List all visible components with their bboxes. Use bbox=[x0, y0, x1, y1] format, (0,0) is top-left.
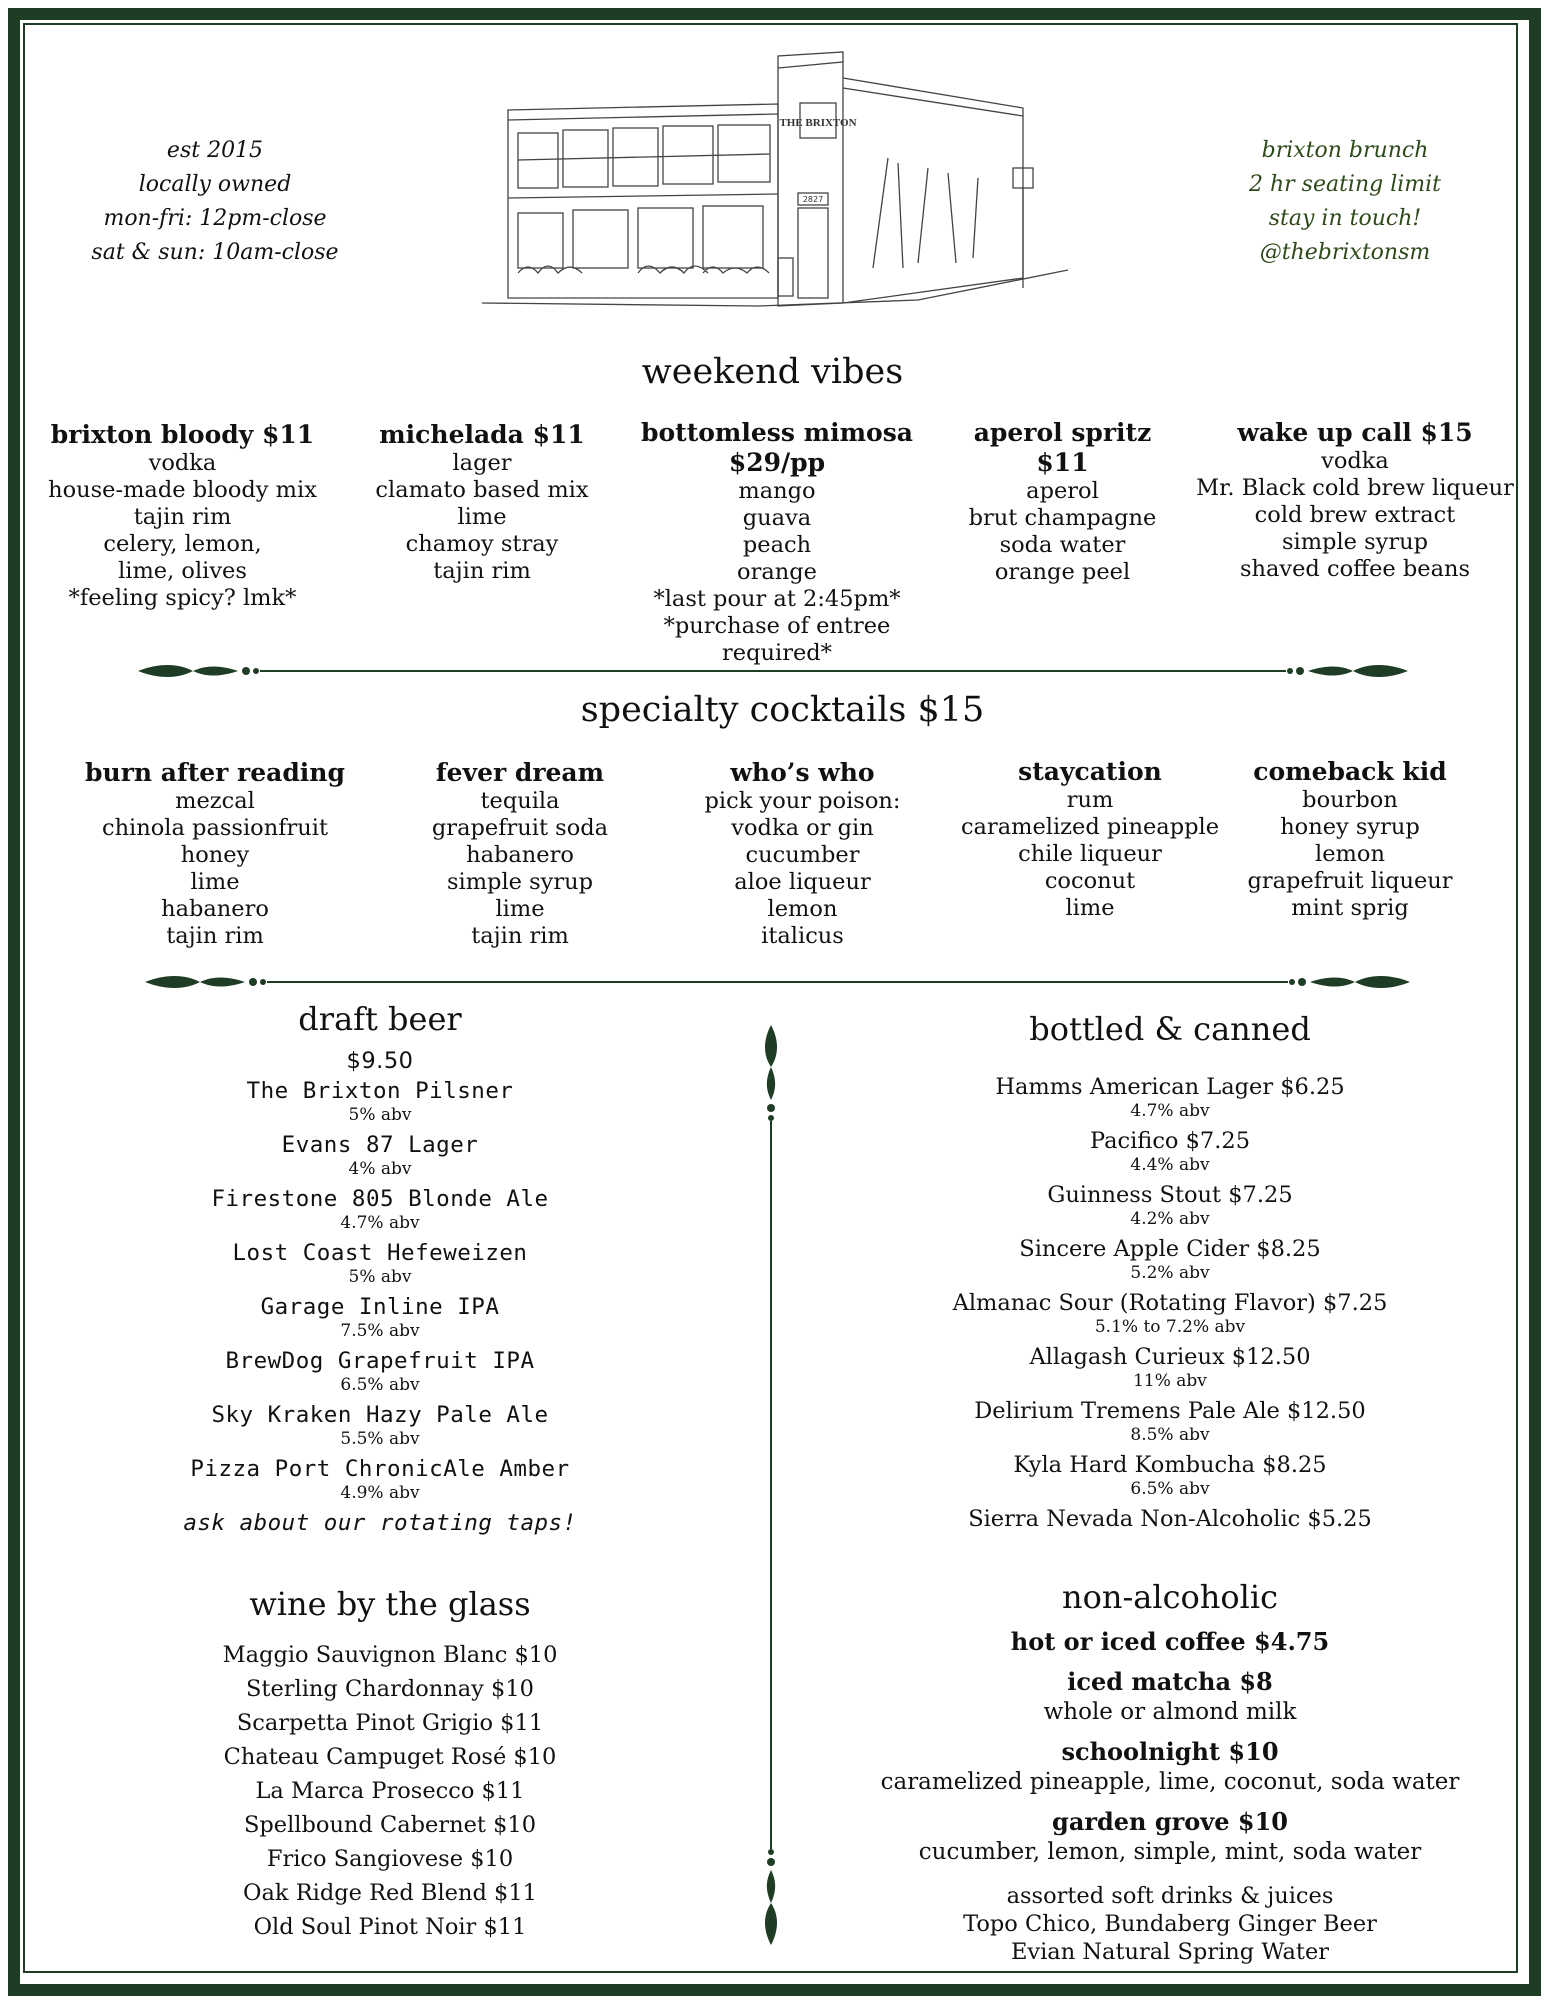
ingredient: mango bbox=[738, 478, 816, 504]
beer-name: Sky Kraken Hazy Pale Ale bbox=[211, 1402, 549, 1428]
bottle-abv: 5.1% to 7.2% abv bbox=[1094, 1317, 1246, 1337]
drink-aperol-spritz bbox=[945, 418, 1180, 586]
bottled-list bbox=[890, 1073, 1450, 1533]
bottle-name: Allagash Curieux $12.50 bbox=[1029, 1344, 1311, 1370]
beer-name: Pizza Port ChronicAle Amber bbox=[190, 1456, 570, 1482]
cocktail-burn-after-reading bbox=[70, 758, 360, 950]
ornament-divider bbox=[138, 660, 1408, 682]
drink-michelada bbox=[352, 420, 612, 585]
soft-drinks-line: Topo Chico, Bundaberg Ginger Beer bbox=[963, 1911, 1377, 1937]
ingredient: italicus bbox=[761, 923, 844, 949]
na-drink-desc: whole or almond milk bbox=[1043, 1699, 1297, 1725]
info-line: sat & sun: 10am-close bbox=[91, 240, 339, 265]
wine-item: Scarpetta Pinot Grigio $11 bbox=[236, 1710, 544, 1736]
drink-name: bottomless mimosa bbox=[641, 418, 913, 447]
wine-list bbox=[170, 1638, 610, 1944]
nonalc-title: non-alcoholic bbox=[1061, 1578, 1279, 1616]
drink-price: $29/pp bbox=[728, 448, 826, 477]
beer-abv: 7.5% abv bbox=[340, 1321, 420, 1341]
bottle-abv: 4.2% abv bbox=[1130, 1209, 1210, 1229]
beer-name: The Brixton Pilsner bbox=[246, 1078, 514, 1104]
ingredient: shaved coffee beans bbox=[1239, 556, 1471, 582]
ingredient: mint sprig bbox=[1291, 895, 1409, 921]
bottle-name: Hamms American Lager $6.25 bbox=[995, 1074, 1345, 1100]
na-drink-desc: caramelized pineapple, lime, coconut, soda water bbox=[880, 1769, 1460, 1795]
ingredient: peach bbox=[742, 532, 812, 558]
wine-item: Oak Ridge Red Blend $11 bbox=[243, 1880, 537, 1906]
drink-name: who’s who bbox=[730, 758, 875, 787]
ingredient: vodka or gin bbox=[731, 815, 874, 841]
drink-name: staycation bbox=[1018, 757, 1162, 786]
bottle-abv: 4.4% abv bbox=[1130, 1155, 1210, 1175]
beer-abv: 6.5% abv bbox=[340, 1375, 420, 1395]
building-sign: THE BRIXTON bbox=[779, 117, 857, 129]
beer-name: Lost Coast Hefeweizen bbox=[232, 1240, 528, 1266]
ingredient: habanero bbox=[161, 896, 269, 922]
beer-name: Firestone 805 Blonde Ale bbox=[211, 1186, 549, 1212]
ingredient: soda water bbox=[999, 532, 1126, 558]
cocktail-staycation bbox=[955, 757, 1225, 922]
ingredient: vodka bbox=[148, 450, 217, 476]
ingredient: orange peel bbox=[994, 559, 1131, 585]
beer-abv: 5% abv bbox=[348, 1105, 412, 1125]
ingredient: coconut bbox=[1044, 868, 1136, 894]
ingredient: house-made bloody mix bbox=[48, 477, 317, 503]
draft-title: draft beer bbox=[298, 1000, 462, 1038]
ingredient: chamoy stray bbox=[405, 531, 559, 557]
wine-item: La Marca Prosecco $11 bbox=[255, 1778, 525, 1804]
info-line: 2 hr seating limit bbox=[1248, 172, 1442, 197]
cocktail-comeback-kid bbox=[1230, 757, 1470, 922]
info-left bbox=[70, 134, 360, 270]
drink-bottomless-mimosa bbox=[612, 418, 942, 667]
ingredient: lime bbox=[495, 896, 545, 922]
ingredient: Mr. Black cold brew liqueur bbox=[1196, 475, 1514, 501]
ingredient: orange bbox=[737, 559, 817, 585]
drink-name: brixton bloody $11 bbox=[50, 420, 315, 449]
info-line: mon-fri: 12pm-close bbox=[103, 206, 327, 231]
drink-name: michelada $11 bbox=[379, 420, 585, 449]
ingredient: lemon bbox=[1315, 841, 1385, 867]
ingredient: lager bbox=[452, 450, 512, 476]
wine-item: Chateau Campuget Rosé $10 bbox=[223, 1744, 557, 1770]
drink-name: fever dream bbox=[435, 758, 605, 787]
ingredient: grapefruit soda bbox=[431, 815, 609, 841]
ingredient: aperol bbox=[1026, 478, 1099, 504]
beer-name: Garage Inline IPA bbox=[260, 1294, 500, 1320]
ingredient: simple syrup bbox=[1281, 529, 1429, 555]
ingredient: lime bbox=[190, 869, 240, 895]
ingredient: tajin rim bbox=[433, 558, 531, 584]
weekend-title: weekend vibes bbox=[641, 352, 904, 392]
ingredient: tajin rim bbox=[166, 923, 264, 949]
na-drink-name: schoolnight $10 bbox=[1061, 1737, 1279, 1766]
cocktail-fever-dream bbox=[400, 758, 640, 950]
bottled-title: bottled & canned bbox=[1029, 1010, 1311, 1048]
bottle-abv: 5.2% abv bbox=[1130, 1263, 1210, 1283]
ingredient: lemon bbox=[767, 896, 838, 922]
nonalc-list bbox=[840, 1626, 1500, 1966]
note: *purchase of entree required* bbox=[663, 613, 891, 666]
soft-drinks-line: assorted soft drinks & juices bbox=[1006, 1883, 1334, 1909]
wine-item: Spellbound Cabernet $10 bbox=[243, 1812, 537, 1838]
ingredient: brut champagne bbox=[968, 505, 1157, 531]
instagram-handle[interactable]: @thebrixtonsm bbox=[1259, 240, 1431, 265]
specialty-title: specialty cocktails $15 bbox=[580, 690, 985, 730]
drink-brixton-bloody bbox=[40, 420, 325, 612]
bottle-abv: 6.5% abv bbox=[1130, 1479, 1210, 1499]
ingredient: lime bbox=[1065, 895, 1115, 921]
beer-name: BrewDog Grapefruit IPA bbox=[225, 1348, 535, 1374]
ingredient: mezcal bbox=[175, 788, 255, 814]
ingredient: honey bbox=[180, 842, 250, 868]
ingredient: grapefruit liqueur bbox=[1247, 868, 1453, 894]
draft-list bbox=[140, 1047, 620, 1537]
na-drink-name: garden grove $10 bbox=[1052, 1807, 1288, 1836]
info-right bbox=[1200, 134, 1490, 270]
vertical-ornament-divider bbox=[760, 1025, 782, 1945]
building-number: 2827 bbox=[802, 195, 824, 204]
ornament-divider bbox=[145, 971, 1410, 993]
draft-price: $9.50 bbox=[346, 1048, 414, 1074]
ingredient: bourbon bbox=[1302, 787, 1398, 813]
ingredient: chile liqueur bbox=[1018, 841, 1162, 867]
note: *last pour at 2:45pm* bbox=[653, 586, 901, 612]
drink-name: wake up call $15 bbox=[1237, 418, 1473, 447]
wine-title: wine by the glass bbox=[249, 1585, 531, 1623]
na-drink-name: iced matcha $8 bbox=[1067, 1667, 1273, 1696]
ingredient: cucumber bbox=[745, 842, 860, 868]
wine-item: Sterling Chardonnay $10 bbox=[246, 1676, 534, 1702]
beer-abv: 4.9% abv bbox=[340, 1483, 420, 1503]
ingredient: lime, olives bbox=[118, 558, 247, 584]
bottle-name: Guinness Stout $7.25 bbox=[1047, 1182, 1293, 1208]
na-drink-desc: cucumber, lemon, simple, mint, soda water bbox=[918, 1839, 1422, 1865]
ingredient: celery, lemon, bbox=[103, 531, 262, 557]
beer-abv: 4% abv bbox=[348, 1159, 412, 1179]
bottle-abv: 8.5% abv bbox=[1130, 1425, 1210, 1445]
drink-wake-up-call bbox=[1195, 418, 1515, 583]
drink-name: burn after reading bbox=[85, 758, 345, 787]
rotating-taps-note: ask about our rotating taps! bbox=[183, 1510, 577, 1536]
bottle-name: Almanac Sour (Rotating Flavor) $7.25 bbox=[952, 1290, 1388, 1316]
ingredient: habanero bbox=[466, 842, 574, 868]
ingredient: aloe liqueur bbox=[734, 869, 871, 895]
ingredient: rum bbox=[1066, 787, 1114, 813]
bottle-abv: 4.7% abv bbox=[1130, 1101, 1210, 1121]
beer-abv: 5% abv bbox=[348, 1267, 412, 1287]
bottle-name: Kyla Hard Kombucha $8.25 bbox=[1013, 1452, 1327, 1478]
ingredient: clamato based mix bbox=[375, 477, 589, 503]
info-line: brixton brunch bbox=[1261, 138, 1429, 163]
bottle-abv: 11% abv bbox=[1133, 1371, 1207, 1391]
na-drink-name: hot or iced coffee $4.75 bbox=[1010, 1627, 1330, 1656]
drink-name: aperol spritz $11 bbox=[973, 418, 1152, 477]
wine-item: Frico Sangiovese $10 bbox=[266, 1846, 514, 1872]
ingredient: honey syrup bbox=[1280, 814, 1420, 840]
ingredient: guava bbox=[742, 505, 812, 531]
ingredient: tequila bbox=[480, 788, 560, 814]
bottle-name: Sierra Nevada Non-Alcoholic $5.25 bbox=[968, 1506, 1372, 1532]
bottle-name: Sincere Apple Cider $8.25 bbox=[1019, 1236, 1321, 1262]
beer-name: Evans 87 Lager bbox=[281, 1132, 479, 1158]
beer-abv: 5.5% abv bbox=[340, 1429, 420, 1449]
cocktail-whos-who bbox=[680, 758, 925, 950]
info-line: est 2015 bbox=[166, 138, 264, 163]
bottle-name: Delirium Tremens Pale Ale $12.50 bbox=[974, 1398, 1366, 1424]
ingredient: vodka bbox=[1321, 448, 1389, 474]
ingredient: chinola passionfruit bbox=[101, 815, 329, 841]
drink-name: comeback kid bbox=[1253, 757, 1447, 786]
ingredient: tajin rim bbox=[133, 504, 232, 530]
ingredient: tajin rim bbox=[471, 923, 569, 949]
beer-abv: 4.7% abv bbox=[340, 1213, 420, 1233]
ingredient: caramelized pineapple bbox=[960, 814, 1220, 840]
building-illustration bbox=[478, 48, 1068, 313]
ingredient: lime bbox=[457, 504, 507, 530]
ingredient: cold brew extract bbox=[1254, 502, 1456, 528]
ingredient: pick your poison: bbox=[704, 788, 901, 814]
bottle-name: Pacifico $7.25 bbox=[1089, 1128, 1251, 1154]
info-line: stay in touch! bbox=[1268, 206, 1422, 231]
info-line: locally owned bbox=[138, 172, 292, 197]
wine-item: Maggio Sauvignon Blanc $10 bbox=[222, 1642, 558, 1668]
ingredient: simple syrup bbox=[446, 869, 594, 895]
note: *feeling spicy? lmk* bbox=[68, 585, 297, 611]
soft-drinks-line: Evian Natural Spring Water bbox=[1010, 1939, 1330, 1965]
wine-item: Old Soul Pinot Noir $11 bbox=[253, 1914, 527, 1940]
